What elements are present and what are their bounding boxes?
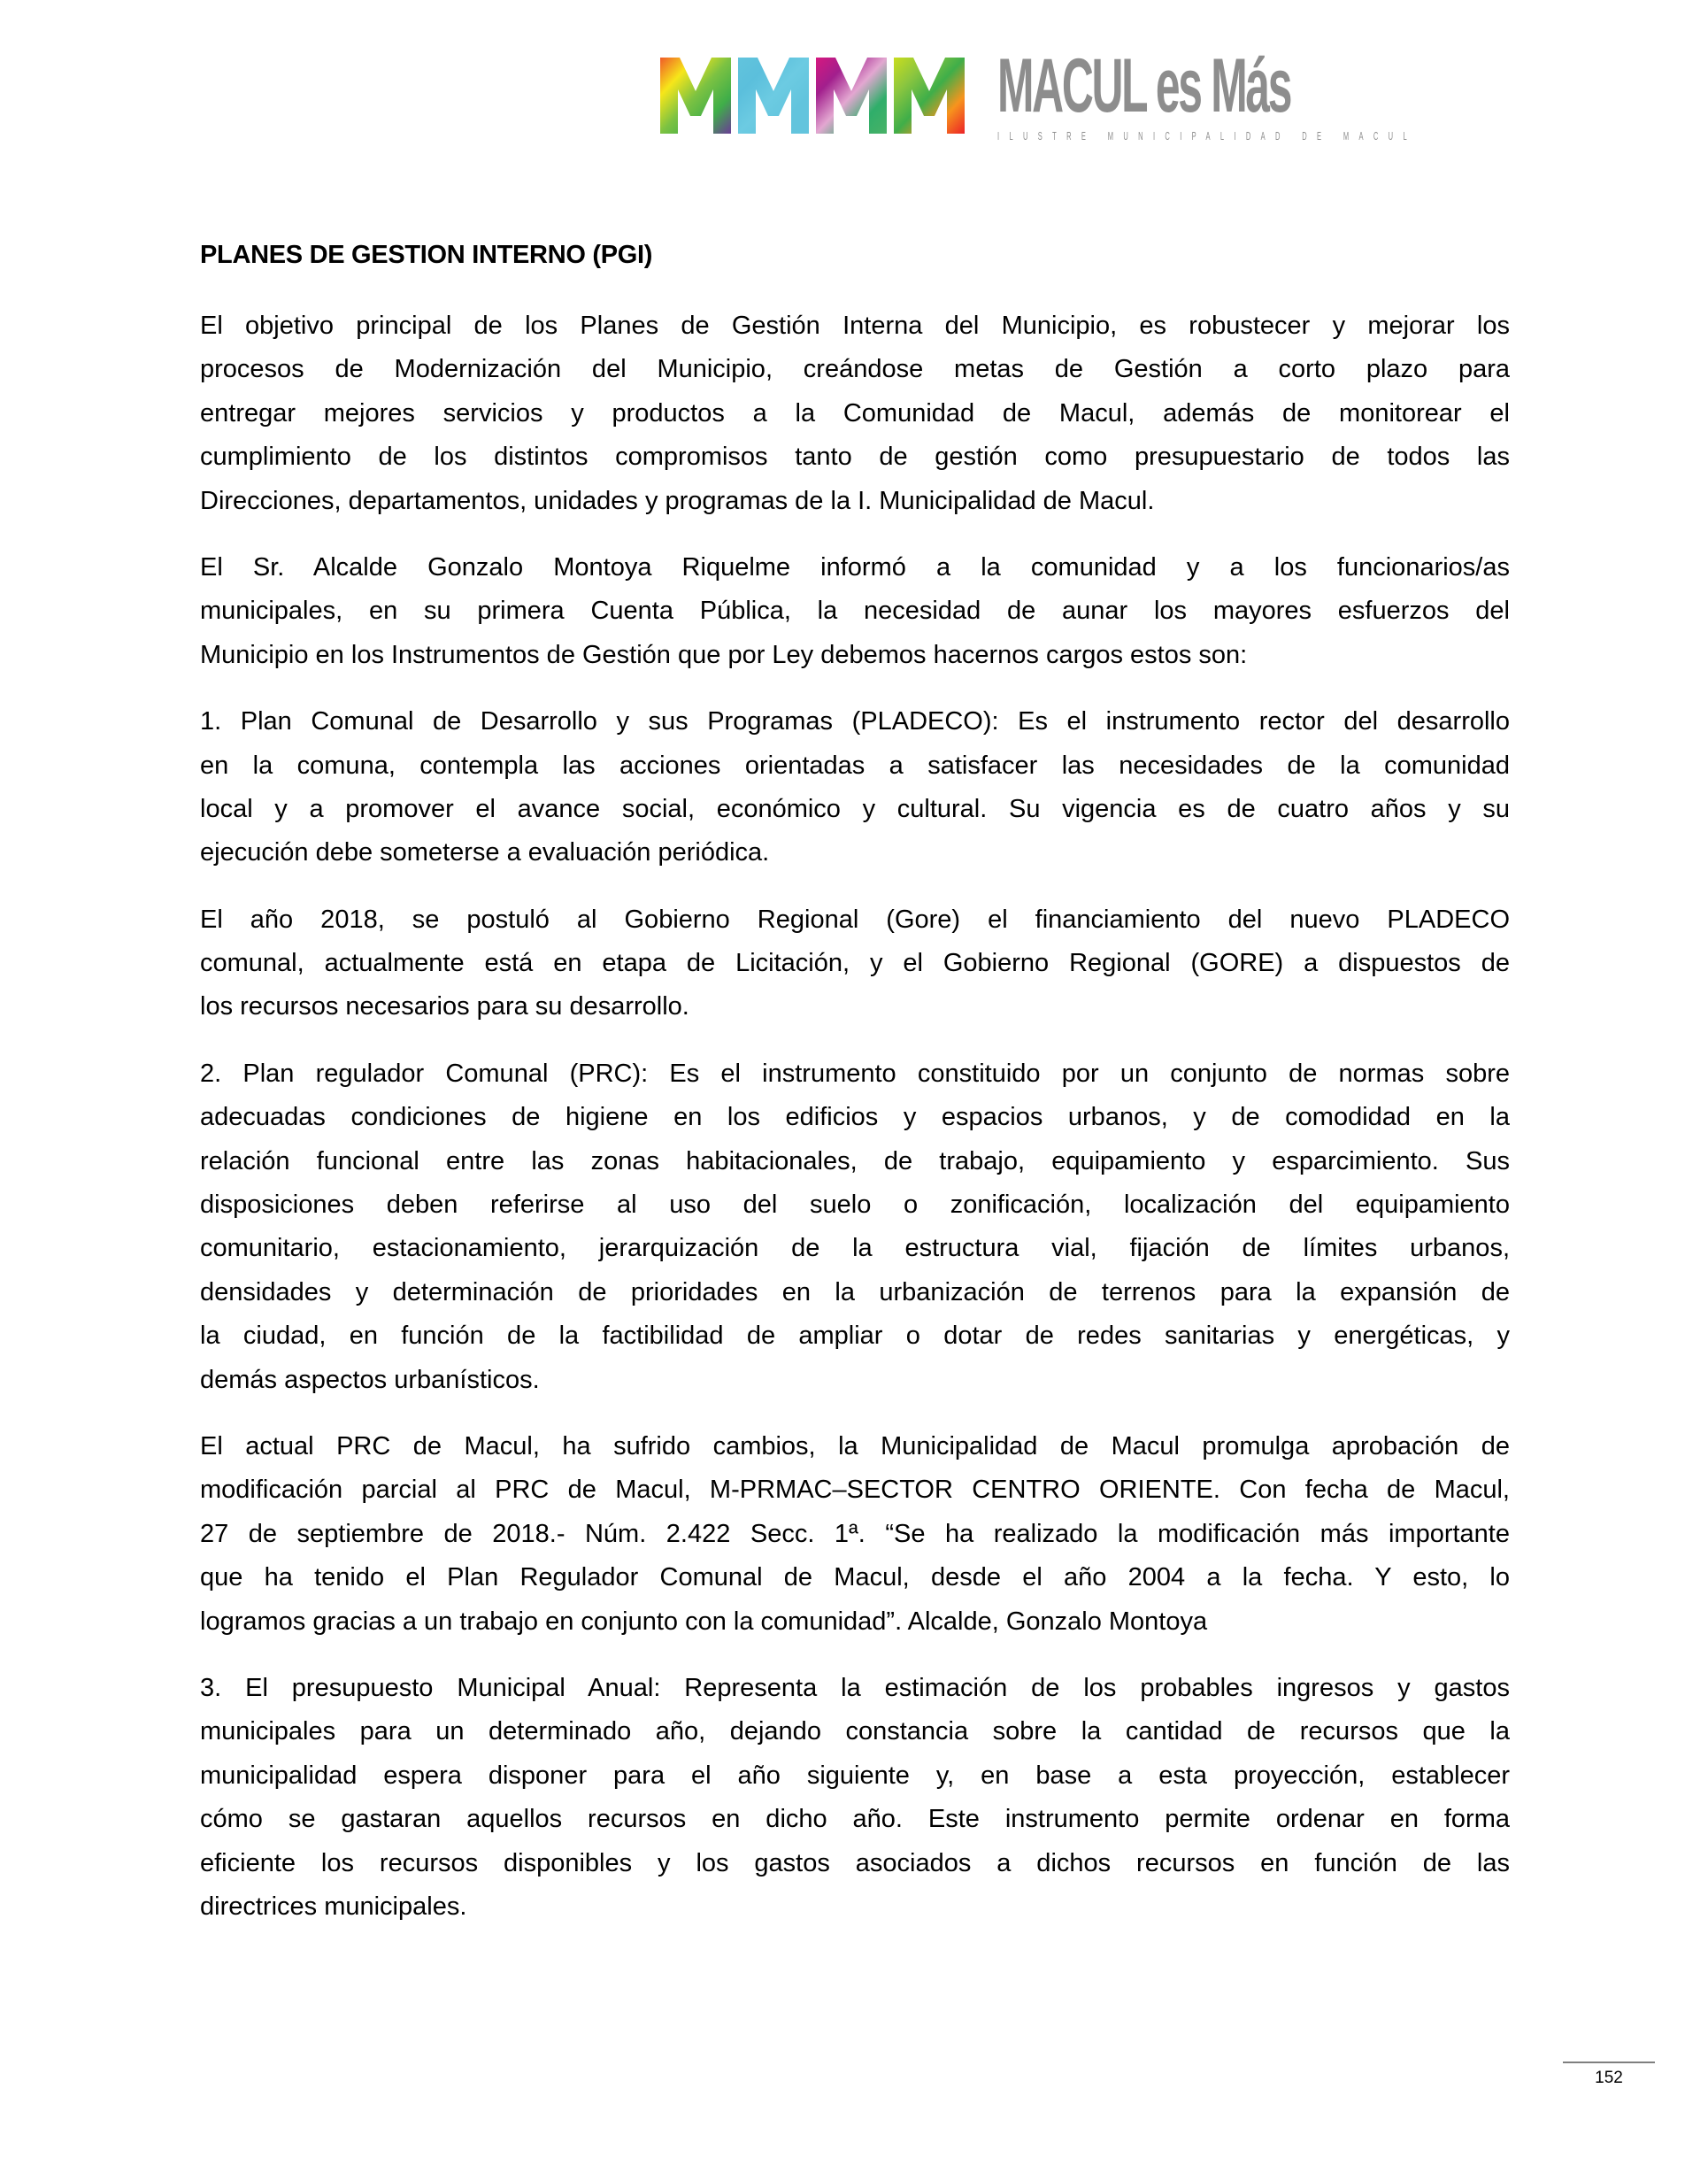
text-line: ejecución debe someterse a evaluación periódica. xyxy=(200,838,770,867)
paragraph xyxy=(200,1425,1510,1644)
text-line: comunal, actualmente está en etapa de Licitación, y el Gobierno Regional (GORE) a dispuestos de xyxy=(200,949,1510,978)
text-line: demás aspectos urbanísticos. xyxy=(200,1365,540,1394)
text-line: directrices municipales. xyxy=(200,1892,467,1921)
text-line: los recursos necesarios para su desarrollo. xyxy=(200,992,689,1021)
logo-letter-m-4 xyxy=(894,58,965,134)
text-line: la ciudad, en función de la factibilidad de ampliar o dotar de redes sanitarias y energéticas, y xyxy=(200,1322,1510,1351)
text-line: El actual PRC de Macul, ha sufrido cambios, la Municipalidad de Macul promulga aprobación de xyxy=(200,1431,1510,1460)
text-line: municipales, en su primera Cuenta Pública, la necesidad de aunar los mayores esfuerzos del xyxy=(200,597,1510,626)
text-line: Municipio en los Instrumentos de Gestión que por Ley debemos hacernos cargos estos son: xyxy=(200,640,1248,669)
text-line: comunitario, estacionamiento, jerarquización de la estructura vial, fijación de límites urbanos, xyxy=(200,1234,1510,1263)
page-number: 152 xyxy=(1595,2069,1623,2087)
logo-letter-m-3 xyxy=(816,58,887,134)
text-line: Direcciones, departamentos, unidades y programas de la I. Municipalidad de Macul. xyxy=(200,486,1155,515)
document-body xyxy=(200,237,1510,1952)
logo-letter-m-2 xyxy=(738,58,809,134)
text-line: local y a promover el avance social, económico y cultural. Su vigencia es de cuatro años y su xyxy=(200,794,1510,823)
letter-m-icon xyxy=(816,58,887,134)
text-line: adecuadas condiciones de higiene en los edificios y espacios urbanos, y de comodidad en la xyxy=(200,1103,1510,1132)
text-line: densidades y determinación de prioridades en la urbanización de terrenos para la expansión de xyxy=(200,1277,1510,1306)
logo-mmmm-mark xyxy=(660,58,965,134)
text-line: relación funcional entre las zonas habitacionales, de trabajo, equipamiento y esparcimiento. Sus xyxy=(200,1146,1510,1175)
text-line: procesos de Modernización del Municipio, creándose metas de Gestión a corto plazo para xyxy=(200,355,1510,384)
paragraph-list xyxy=(200,304,1510,1929)
logo-letter-m-1 xyxy=(660,58,731,134)
paragraph xyxy=(200,700,1510,875)
letter-m-icon xyxy=(738,58,809,134)
municipality-logo xyxy=(660,43,1510,143)
text-line: 27 de septiembre de 2018.- Núm. 2.422 Secc. 1ª. “Se ha realizado la modificación más importante xyxy=(200,1519,1510,1548)
text-line: El año 2018, se postuló al Gobierno Regional (Gore) el financiamiento del nuevo PLADECO xyxy=(200,905,1510,934)
text-line: entregar mejores servicios y productos a la Comunidad de Macul, además de monitorear el xyxy=(200,398,1510,428)
text-line: municipales para un determinado año, dejando constancia sobre la cantidad de recursos que la xyxy=(200,1717,1510,1746)
text-line: que ha tenido el Plan Regulador Comunal de Macul, desde el año 2004 a la fecha. Y esto, lo xyxy=(200,1563,1510,1592)
paragraph xyxy=(200,1052,1510,1402)
text-line: El Sr. Alcalde Gonzalo Montoya Riquelme informó a la comunidad y a los funcionarios/as xyxy=(200,552,1510,582)
text-line: eficiente los recursos disponibles y los gastos asociados a dichos recursos en función de las xyxy=(200,1848,1510,1877)
logo-wordmark xyxy=(997,43,1708,143)
letter-m-icon xyxy=(660,58,731,134)
letter-m-icon xyxy=(894,58,965,134)
text-line: 1. Plan Comunal de Desarrollo y sus Programas (PLADECO): Es el instrumento rector del desarrollo xyxy=(200,707,1510,736)
text-line: 2. Plan regulador Comunal (PRC): Es el instrumento constituido por un conjunto de normas sobre xyxy=(200,1059,1510,1088)
footer-divider xyxy=(1563,2062,1655,2063)
text-line: en la comuna, contempla las acciones orientadas a satisfacer las necesidades de la comunidad xyxy=(200,751,1510,780)
paragraph xyxy=(200,1667,1510,1929)
logo-brand-subtitle: ILUSTRE MUNICIPALIDAD DE MACUL xyxy=(997,129,1417,143)
text-line: cómo se gastaran aquellos recursos en dicho año. Este instrumento permite ordenar en forma xyxy=(200,1805,1510,1834)
text-line: cumplimiento de los distintos compromisos tanto de gestión como presupuestario de todos las xyxy=(200,443,1510,472)
paragraph xyxy=(200,546,1510,677)
text-line: modificación parcial al PRC de Macul, M-PRMAC–SECTOR CENTRO ORIENTE. Con fecha de Macul, xyxy=(200,1476,1510,1505)
section-heading: PLANES DE GESTION INTERNO (PGI) xyxy=(200,241,653,269)
text-line: municipalidad espera disponer para el año siguiente y, en base a esta proyección, establecer xyxy=(200,1761,1510,1790)
text-line: disposiciones deben referirse al uso del suelo o zonificación, localización del equipamiento xyxy=(200,1191,1510,1220)
paragraph xyxy=(200,304,1510,523)
paragraph xyxy=(200,898,1510,1029)
text-line: logramos gracias a un trabajo en conjunto con la comunidad”. Alcalde, Gonzalo Montoya xyxy=(200,1607,1208,1636)
text-line: El objetivo principal de los Planes de Gestión Interna del Municipio, es robustecer y mejorar los xyxy=(200,312,1510,340)
logo-brand-title: MACUL es Más xyxy=(997,43,1291,128)
text-line: 3. El presupuesto Municipal Anual: Representa la estimación de los probables ingresos y gastos xyxy=(200,1673,1510,1702)
